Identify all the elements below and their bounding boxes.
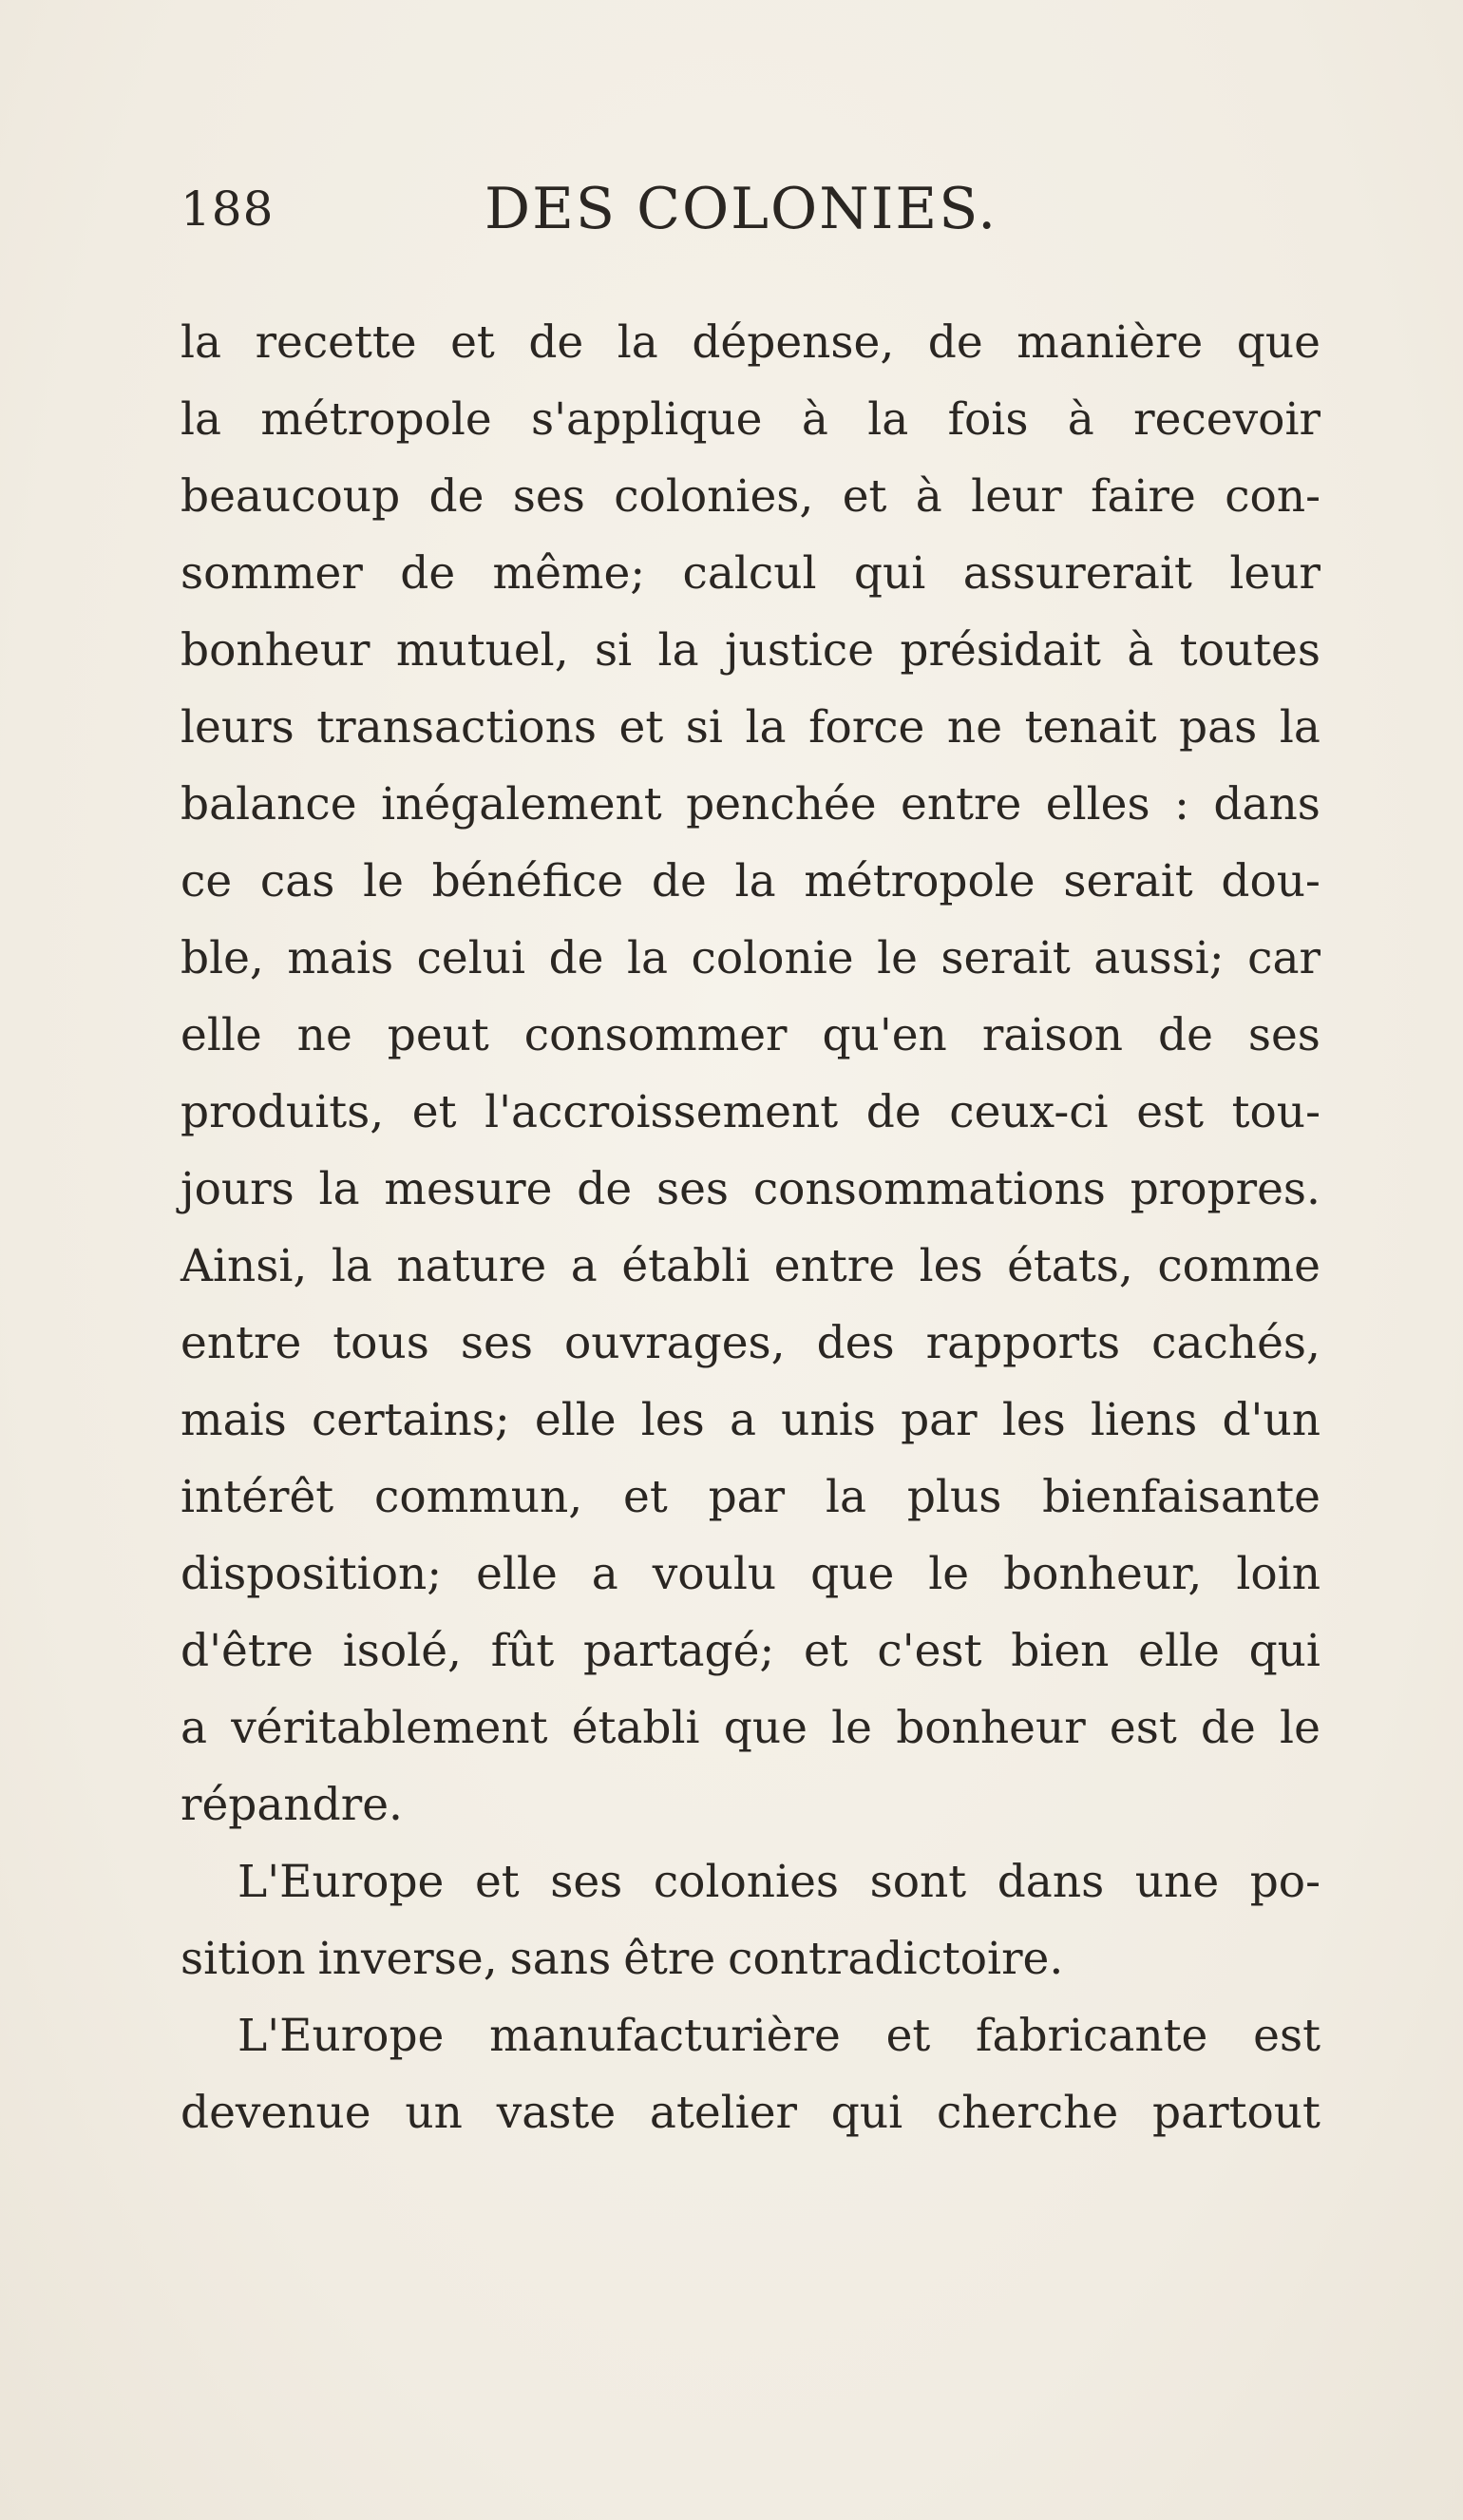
word: manière: [1016, 316, 1204, 369]
word: et: [623, 1471, 668, 1523]
word: ses: [512, 470, 585, 523]
word: vaste: [496, 2087, 617, 2139]
word: a: [180, 1702, 208, 1754]
word: calcul: [682, 547, 817, 600]
word: leur: [1229, 547, 1320, 600]
word: et: [618, 701, 664, 754]
word: celui: [416, 932, 526, 984]
word: serait: [940, 932, 1071, 984]
word: cas: [259, 855, 335, 907]
word: mais: [287, 932, 394, 984]
word: à: [1127, 624, 1154, 677]
word: sont: [869, 1856, 967, 1908]
word: ouvrages,: [564, 1317, 786, 1369]
word: inégalement: [381, 778, 662, 830]
word: cherche: [936, 2087, 1119, 2139]
word: balance: [180, 778, 357, 830]
word: de: [428, 470, 484, 523]
word: voulu: [652, 1548, 777, 1600]
word: le: [363, 855, 404, 907]
text-line: [180, 612, 1320, 689]
text-line: [180, 997, 1320, 1074]
word: dou-: [1221, 855, 1320, 907]
text-line: [180, 1151, 1320, 1228]
word: commun,: [374, 1471, 583, 1523]
word: peut: [387, 1009, 489, 1061]
word: nature: [396, 1240, 547, 1292]
word: bien: [1011, 1625, 1110, 1677]
word: que: [1236, 316, 1320, 369]
word: et: [842, 470, 887, 523]
word: elle: [476, 1548, 558, 1600]
word: les: [1001, 1394, 1066, 1446]
word: car: [1247, 932, 1320, 984]
page-number: 188: [180, 181, 275, 237]
word: et: [411, 1086, 457, 1138]
word: isolé,: [342, 1625, 462, 1677]
word: ses: [1247, 1009, 1320, 1061]
word: leurs: [180, 701, 294, 754]
word: produits,: [180, 1086, 385, 1138]
word: leur: [971, 470, 1062, 523]
word: présidait: [900, 624, 1101, 677]
text-line: [180, 1228, 1320, 1305]
word: dans: [997, 1856, 1105, 1908]
word: la: [617, 316, 658, 369]
word: une: [1134, 1856, 1220, 1908]
text-line: [180, 1459, 1320, 1536]
word: métropole: [804, 855, 1036, 907]
word: bénéfice: [431, 855, 624, 907]
word: penchée: [686, 778, 877, 830]
word: manufacturière: [489, 2010, 841, 2062]
word: ses: [656, 1163, 730, 1215]
word: des: [816, 1317, 895, 1369]
word: elle: [1138, 1625, 1220, 1677]
word: elle: [534, 1394, 617, 1446]
text-line: [180, 843, 1320, 920]
word: de: [1158, 1009, 1213, 1061]
word: bonheur: [180, 624, 370, 677]
word: colonies,: [614, 470, 814, 523]
word: ne: [296, 1009, 352, 1061]
word: la: [867, 393, 909, 446]
text-line: [180, 689, 1320, 766]
word: tou-: [1231, 1086, 1320, 1138]
word: à: [801, 393, 828, 446]
word: le: [1280, 1702, 1320, 1754]
word: fois: [947, 393, 1029, 446]
word: bonheur: [896, 1702, 1086, 1754]
word: et: [450, 316, 495, 369]
word: tous: [332, 1317, 429, 1369]
text-line: [180, 1613, 1320, 1690]
word: entre: [180, 1317, 302, 1369]
word: bienfaisante: [1042, 1471, 1320, 1523]
word: qui: [830, 2087, 903, 2139]
word: elles: [1045, 778, 1150, 830]
word: de: [651, 855, 707, 907]
body-text: [180, 304, 1320, 2151]
word: ceux-ci: [949, 1086, 1109, 1138]
text-line: [180, 1766, 1320, 1843]
word: ble,: [180, 932, 264, 984]
word: métropole: [260, 393, 492, 446]
text-line: [180, 920, 1320, 997]
word: de: [1200, 1702, 1256, 1754]
word: de: [528, 316, 584, 369]
text-line: [180, 2074, 1320, 2151]
word: s'applique: [531, 393, 763, 446]
word: assurerait: [962, 547, 1192, 600]
word: serait: [1063, 855, 1193, 907]
word: entre: [773, 1240, 896, 1292]
word: qu'en: [822, 1009, 947, 1061]
word: les: [640, 1394, 705, 1446]
word: faire: [1091, 470, 1196, 523]
text-line: [180, 458, 1320, 535]
word: disposition;: [180, 1548, 443, 1600]
word: consommer: [523, 1009, 788, 1061]
word: mesure: [384, 1163, 553, 1215]
word: la: [331, 1240, 372, 1292]
word: est: [1136, 1086, 1205, 1138]
word: la: [745, 701, 787, 754]
word: états,: [1007, 1240, 1133, 1292]
word: raison: [981, 1009, 1124, 1061]
word: de: [927, 316, 983, 369]
word: le: [928, 1548, 970, 1600]
word: d'être: [180, 1625, 314, 1677]
word: de: [400, 547, 456, 600]
word: contradictoire.: [728, 1933, 1064, 1985]
word: :: [1174, 778, 1189, 830]
text-line: [180, 304, 1320, 381]
word: transactions: [316, 701, 597, 754]
word: être: [623, 1933, 716, 1985]
word: entre: [901, 778, 1022, 830]
word: la: [318, 1163, 360, 1215]
word: si: [685, 701, 723, 754]
word: L'Europe: [238, 2010, 445, 2062]
word: dans: [1213, 778, 1320, 830]
word: la: [626, 932, 669, 984]
word: fabricante: [976, 2010, 1208, 2062]
word: certains;: [311, 1394, 510, 1446]
word: colonies: [653, 1856, 840, 1908]
text-line: [180, 1536, 1320, 1613]
word: comme: [1157, 1240, 1320, 1292]
word: loin: [1236, 1548, 1320, 1600]
word: la: [825, 1471, 867, 1523]
word: po-: [1249, 1856, 1320, 1908]
word: par: [901, 1394, 978, 1446]
word: recette: [255, 316, 417, 369]
word: atelier: [649, 2087, 797, 2139]
text-line: [180, 1920, 1320, 1997]
word: bonheur,: [1003, 1548, 1203, 1600]
word: ce: [180, 855, 233, 907]
word: sans: [509, 1933, 612, 1985]
word: consommations: [752, 1163, 1106, 1215]
word: si: [595, 624, 633, 677]
text-line: [180, 535, 1320, 612]
word: et: [474, 1856, 520, 1908]
word: fût: [490, 1625, 555, 1677]
word: mais: [180, 1394, 287, 1446]
word: répandre.: [180, 1779, 403, 1831]
word: établi: [571, 1702, 700, 1754]
word: justice: [724, 624, 875, 677]
word: de: [548, 932, 604, 984]
word: plus: [906, 1471, 1002, 1523]
word: elle: [180, 1009, 262, 1061]
word: ses: [460, 1317, 533, 1369]
text-line: [180, 1074, 1320, 1151]
word: rapports: [925, 1317, 1121, 1369]
word: con-: [1225, 470, 1320, 523]
word: le: [877, 932, 918, 984]
word: établi: [621, 1240, 750, 1292]
word: inverse,: [317, 1933, 498, 1985]
word: à: [915, 470, 942, 523]
word: de: [865, 1086, 922, 1138]
word: par: [708, 1471, 786, 1523]
word: pas: [1179, 701, 1258, 754]
word: véritablement: [231, 1702, 548, 1754]
word: recevoir: [1133, 393, 1320, 446]
word: cachés,: [1151, 1317, 1320, 1369]
word: que: [723, 1702, 808, 1754]
word: même;: [492, 547, 646, 600]
word: a: [591, 1548, 618, 1600]
word: et: [803, 1625, 848, 1677]
word: d'un: [1222, 1394, 1320, 1446]
word: la: [180, 393, 222, 446]
word: propres.: [1130, 1163, 1320, 1215]
text-line: [180, 1997, 1320, 2074]
word: aussi;: [1093, 932, 1225, 984]
word: un: [405, 2087, 463, 2139]
word: le: [831, 1702, 872, 1754]
text-line: [180, 1843, 1320, 1920]
word: colonie: [691, 932, 854, 984]
text-line: [180, 1305, 1320, 1382]
word: Ainsi,: [180, 1240, 308, 1292]
text-line: [180, 1690, 1320, 1766]
text-line: [180, 381, 1320, 458]
word: partout: [1152, 2087, 1320, 2139]
word: est: [1109, 1702, 1177, 1754]
word: sition: [180, 1933, 306, 1985]
word: c'est: [877, 1625, 982, 1677]
word: a: [729, 1394, 756, 1446]
word: que: [810, 1548, 895, 1600]
word: à: [1067, 393, 1094, 446]
word: la: [1279, 701, 1320, 754]
word: liens: [1090, 1394, 1198, 1446]
word: ses: [550, 1856, 623, 1908]
word: qui: [1248, 1625, 1320, 1677]
word: intérêt: [180, 1471, 334, 1523]
page-header: [180, 171, 1320, 247]
word: et: [885, 2010, 931, 2062]
word: beaucoup: [180, 470, 401, 523]
text-line: [180, 766, 1320, 843]
running-head: DES COLONIES.: [484, 176, 998, 242]
word: force: [808, 701, 925, 754]
word: sommer: [180, 547, 363, 600]
word: est: [1253, 2010, 1320, 2062]
text-line: [180, 1382, 1320, 1459]
word: dépense,: [692, 316, 895, 369]
word: qui: [853, 547, 926, 600]
word: a: [570, 1240, 598, 1292]
word: l'accroissement: [484, 1086, 839, 1138]
word: devenue: [180, 2087, 371, 2139]
word: de: [577, 1163, 633, 1215]
word: tenait: [1024, 701, 1157, 754]
word: jours: [180, 1163, 294, 1215]
word: la: [657, 624, 699, 677]
word: la: [180, 316, 222, 369]
word: la: [734, 855, 776, 907]
word: ne: [946, 701, 1003, 754]
word: toutes: [1179, 624, 1320, 677]
word: unis: [781, 1394, 876, 1446]
word: mutuel,: [395, 624, 569, 677]
word: les: [919, 1240, 983, 1292]
word: L'Europe: [238, 1856, 445, 1908]
word: partagé;: [583, 1625, 775, 1677]
